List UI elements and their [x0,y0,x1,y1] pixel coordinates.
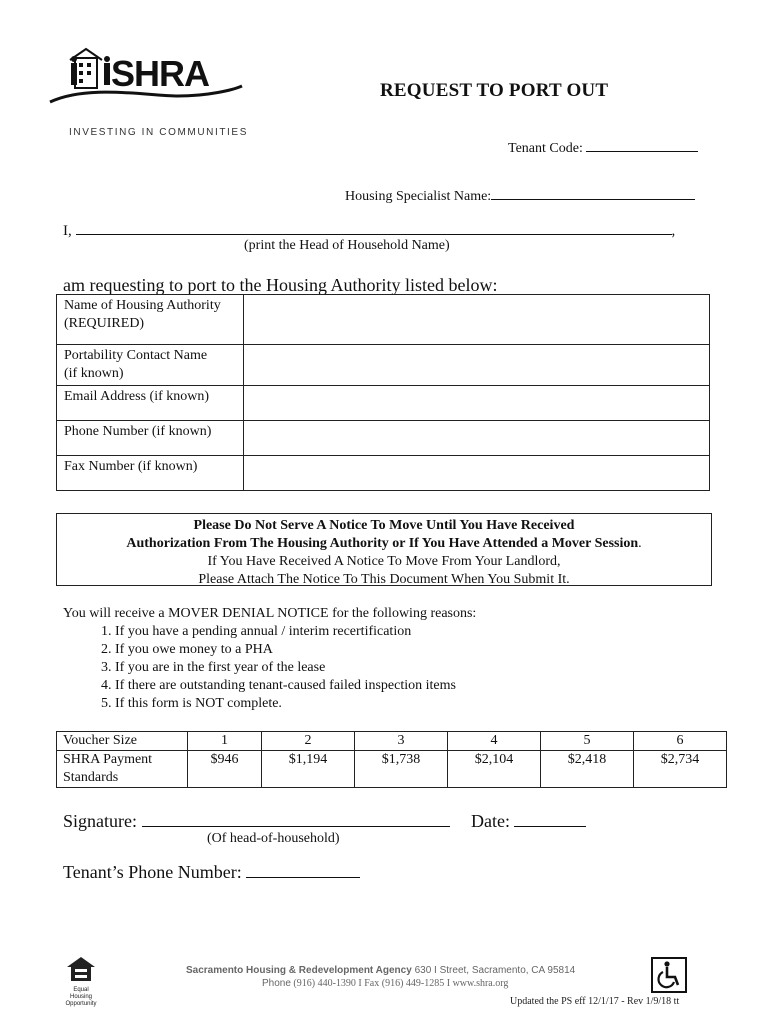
denial-intro: You will receive a MOVER DENIAL NOTICE for the following reasons: [63,606,477,621]
signature-label: Signature: [63,811,137,831]
signature-field[interactable] [63,811,450,832]
payment-cell: $1,194 [262,751,355,788]
payment-label-line-2: Standards [63,770,119,785]
payment-cell: $1,738 [355,751,448,788]
logo-text: SHRA [111,53,210,94]
voucher-size-cell: 5 [540,732,633,751]
payment-cell: $946 [188,751,262,788]
fax-number-input[interactable] [244,456,710,491]
voucher-size-cell: 2 [262,732,355,751]
eho-line-2: Opportunity [65,1001,97,1007]
payment-standards-label [57,751,188,788]
comma: , [671,223,676,239]
housing-specialist-field[interactable] [345,187,695,205]
footer-contact [262,978,508,989]
payment-cell: $2,734 [633,751,726,788]
table-row [57,295,710,345]
notice-line-2-end: . [638,536,642,551]
agency-name: Sacramento Housing & Redevelopment Agency [186,965,412,976]
row-label: Name of Housing Authority [64,298,221,313]
head-of-household-blank[interactable] [76,222,672,235]
form-title: REQUEST TO PORT OUT [380,80,609,101]
list-item: 4. If there are outstanding tenant-caused failed inspection items [115,677,476,695]
notice-box [56,513,712,586]
table-row [57,345,710,386]
list-item: 2. If you owe money to a PHA [115,641,476,659]
list-item: 5. If this form is NOT complete. [115,695,476,713]
housing-specialist-label: Housing Specialist Name: [345,189,492,204]
row-label-sub: (if known) [64,366,124,381]
logo-tagline: INVESTING IN COMMUNITIES [69,127,248,138]
wheelchair-accessible-icon [651,957,687,993]
phone-label: Phone [262,978,291,989]
footer-address [186,965,575,976]
email-address-input[interactable] [244,386,710,421]
revision-note: Updated the PS eff 12/1/17 - Rev 1/9/18 tt [510,996,680,1007]
row-label: Portability Contact Name [64,348,208,363]
row-label-sub: (REQUIRED) [64,316,145,331]
table-row [57,732,727,751]
voucher-size-label: Voucher Size [57,732,188,751]
tenant-code-blank[interactable] [586,139,698,152]
table-label-cell [57,421,244,456]
voucher-size-cell: 4 [448,732,541,751]
table-row [57,751,727,788]
equal-housing-logo [63,956,99,1008]
notice-line-1: Please Do Not Serve A Notice To Move Until You Have Received [193,518,575,533]
requesting-statement: am requesting to port to the Housing Authority listed below: [63,275,498,295]
equal-housing-icon [66,956,96,982]
notice-line-2-wrap [57,535,711,553]
shra-logo [48,46,248,106]
voucher-size-table [56,731,727,788]
i-label: I, [63,223,72,239]
table-row [57,456,710,491]
date-label: Date: [471,811,510,831]
signature-note: (Of head-of-household) [207,831,340,846]
notice-line-2: Authorization From The Housing Authority or If You Have Attended a Mover Session [126,536,639,551]
table-row [57,386,710,421]
denial-reasons [63,605,476,713]
denial-list [63,623,476,713]
print-name-note: (print the Head of Household Name) [244,238,450,253]
housing-authority-table [56,294,710,491]
housing-authority-name-input[interactable] [244,295,710,345]
payment-cell: $2,104 [448,751,541,788]
row-label: Email Address (if known) [64,389,210,404]
list-item: 3. If you are in the first year of the lease [115,659,476,677]
tenant-phone-blank[interactable] [246,863,360,878]
housing-specialist-blank[interactable] [491,187,695,200]
portability-contact-input[interactable] [244,345,710,386]
agency-address: 630 I Street, Sacramento, CA 95814 [414,965,576,976]
table-label-cell [57,456,244,491]
row-label: Fax Number (if known) [64,459,198,474]
notice-line-4: Please Attach The Notice To This Document When You Submit It. [198,572,570,587]
tenant-code-label: Tenant Code: [508,141,583,156]
signature-blank[interactable] [142,812,450,827]
table-label-cell [57,386,244,421]
date-blank[interactable] [514,812,586,827]
voucher-size-cell: 6 [633,732,726,751]
row-label: Phone Number (if known) [64,424,212,439]
notice-line-3: If You Have Received A Notice To Move From Your Landlord, [207,554,561,569]
eho-line-1: Equal Housing [69,987,92,1000]
voucher-size-cell: 3 [355,732,448,751]
table-label-cell [57,345,244,386]
date-field[interactable] [471,811,586,832]
house-people-icon [70,49,110,88]
tenant-phone-field[interactable] [63,862,360,883]
payment-label-line-1: SHRA Payment [63,752,153,767]
tenant-phone-label: Tenant’s Phone Number: [63,862,242,882]
voucher-size-cell: 1 [188,732,262,751]
tenant-code-field[interactable] [508,139,698,157]
contact-details: (916) 440-1390 I Fax (916) 449-1285 I www.shra.org [293,978,509,989]
list-item: 1. If you have a pending annual / interim recertification [115,623,476,641]
table-row [57,421,710,456]
phone-number-input[interactable] [244,421,710,456]
payment-cell: $2,418 [540,751,633,788]
table-label-cell [57,295,244,345]
